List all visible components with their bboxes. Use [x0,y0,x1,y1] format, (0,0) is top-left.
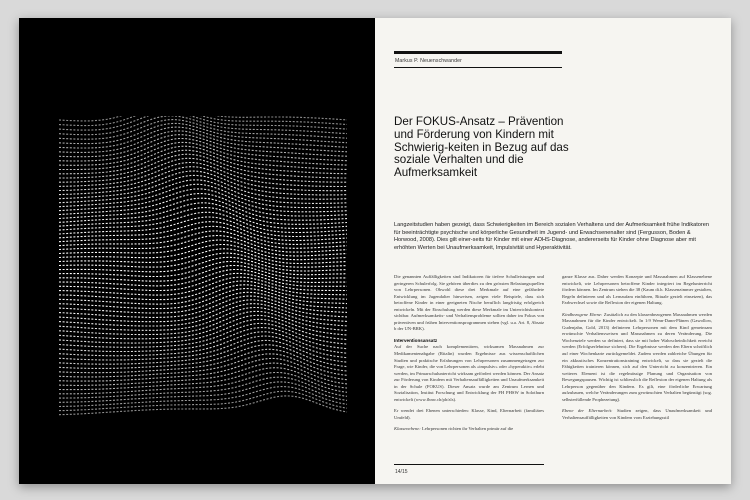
paragraph-text: Studien zeigen, dass Unaufmerksamkeit und Verhaltensauffälligkeiten von Kindern vom Erziehungsstil [562,408,712,420]
author-name: Markus P. Neuenschwander [395,58,462,64]
art-line [59,175,347,199]
art-line [59,116,347,121]
art-line [59,163,347,187]
art-line [59,203,347,225]
inline-label: Ebene der Elternarbeit: [562,408,613,414]
art-line [59,180,347,204]
art-line [59,262,347,277]
subheading: Interventionsansatz [394,337,438,343]
article-headline: Der FOKUS-Ansatz – Prävention und Förderung von Kindern mit Schwierig-keiten in Bezug auf das soziale Verhalten und die Aufmerksamkeit [394,115,569,180]
inline-label: Kindbezogene Ebene: [562,311,603,317]
paragraph: Er wendet drei Ebenen unterschieden: Klasse, Kind, Elternarbeit (familiäres Umfeld). [394,408,544,420]
art-line [59,345,347,369]
page-number: 14/15 [395,469,408,475]
body-column-1 [394,274,544,438]
art-line [59,349,347,372]
paragraph: Die genannten Auffälligkeiten sind Indikatoren für tiefere Schulleistungen und geringeren Schulerfolg. Sie gehören überdies zu den grössten Belastungsquellen von Lehrpersonen. Obwohl diese drei Merkmale auf eine gefährdete Entwicklung im Jugendalter hinweisen, zeigen viele Beispiele, dass sich betroffene Kinder in einer geeigneten Nische beruflich langfristig erfolgreich entwickeln. Mit der Einschulung werden diese Merkmale im Unterrichtskontext sichtbar. Aufmerksamkeits- und Verhaltensprobleme sollten daher im Fokus von präventiven und frühen Interventionsprogrammen stehen (vgl. u.a. Art. 8, Absatz b der UN-BRK). [394,274,544,332]
footer-rule [394,464,544,465]
art-line [59,257,347,272]
paragraph [562,408,712,421]
paragraph: ganze Klasse aus. Daher werden Konzepte und Massnahmen auf Klassenebene entwickelt, wie Lehrpersonen betroffene Kinder integriert im Regelunterricht fördern können. Im Zentrum stehen die 38 (Kaum di.h. Klassenzimmer gestalten, Regeln definieren und als Lernaufam einführen, Rituale gezielt einsetzen), das Farbwechsel sowie die Reflexion der eigenen Haltung. [562,274,712,306]
art-line [59,127,347,148]
paragraph-text: Lehrpersonen richten ihr Verhalten primär auf die [420,426,514,432]
art-line [59,292,347,313]
article-lead: Langzeitstudien haben gezeigt, dass Schwierigkeiten im Bereich sozialen Verhaltens und der Aufmerksamkeit frühe Indikatoren für beeinträchtigte psychische und körperliche Gesundheit im Jugend- und Erwachsenenalter sind (Fergusson, Boden & Horwood, 2008). Dies gilt einer-seits für Kinder mit einer ADHS-Diagnose, andererseits für Kinder ohne Diagnose aber mit erhöhten Werten bei Unaufmerksamkeit, Impulsivität und Hyperaktivität. [394,222,709,251]
art-line [59,154,347,178]
art-line [59,158,347,182]
paragraph [562,312,712,404]
left-page [19,18,375,484]
body-column-2 [562,274,712,426]
art-line [59,208,347,229]
paragraph [394,338,544,403]
paragraph [394,426,544,433]
right-page [375,18,731,484]
paragraph-text: Auf der Suche nach komplementären, wirksamen Massnahmen zur Medikamentenabgabe (Ritalin) wurden Ergebnisse aus wissenschaftlichen Studien und praktische Erfahrungen von Lehrpersonen zusammengetragen zur Frage, wie Kinder, die von Lehrpersonen als «impulsiv» oder «hyperaktiv» erlebt werden, im Primarschulunterricht wirksam gefördert werden können. Der Ansatz zur Förderung von Kindern mit Verhaltensauffälligkeiten und Unaufmerksamkeit in der Schule (FOKUS). Dieser Ansatz wurde am Zentrum Lernen und Sozialisation, Institut Forschung und Entwicklung der FH PHSW in Solothurn entwickelt (www.fhnw.ch/ph/zls). [394,344,544,402]
art-line [59,296,347,317]
art-line [59,270,347,286]
header-divider [394,67,562,68]
inline-label: Klassenebene: [394,426,421,432]
art-line [59,253,347,267]
paragraph-text: Zusätzlich zu den klassenbezogenen Massnahmen werden Massnahmen für die Kinder entwickelt. In 1:9 Wenn-Dann-Plänen (Gawollow, Gudenjahn, Gold, 2013) definieren Lehrpersonen mit dem Kind gemeinsam erwünschte Verhaltensweisen und Massnahmen zu deren Veränderung. Die Wochenziele werden so definiert, dass sie mit hoher Wahrscheinlichkeit erreicht werden (Erfolgserlebnisse sichern). Die Ergebnisse werden den Eltern schriftlich auf einer Wochenkarte zurückgemeldet. Zudem werden zahlreiche Übungen für ein akkustisches Konzentrationstraining entwickelt, so dass sie gezielt die Fähigkeiten trainieren können, sich auf den Unterricht zu konzentrieren. Ein weiteres Element ist die regelmässige Planung und Organisation von Bewegungspausen. Wichtig ist schliesslich die Reflexion der eigenen Haltung als Lehrperson gegenüber den Kindern. Es gilt, eine förderliche Erwartung aufzubauen, welche Veränderungen zum gewünschten Verhalten begünstigt (sog. selbsterfüllende Prophezeiung). [562,311,712,402]
art-line [59,171,347,195]
art-line [59,167,347,191]
top-rule [394,51,562,54]
wave-line-artwork-icon [59,116,349,416]
magazine-spread [19,18,731,484]
